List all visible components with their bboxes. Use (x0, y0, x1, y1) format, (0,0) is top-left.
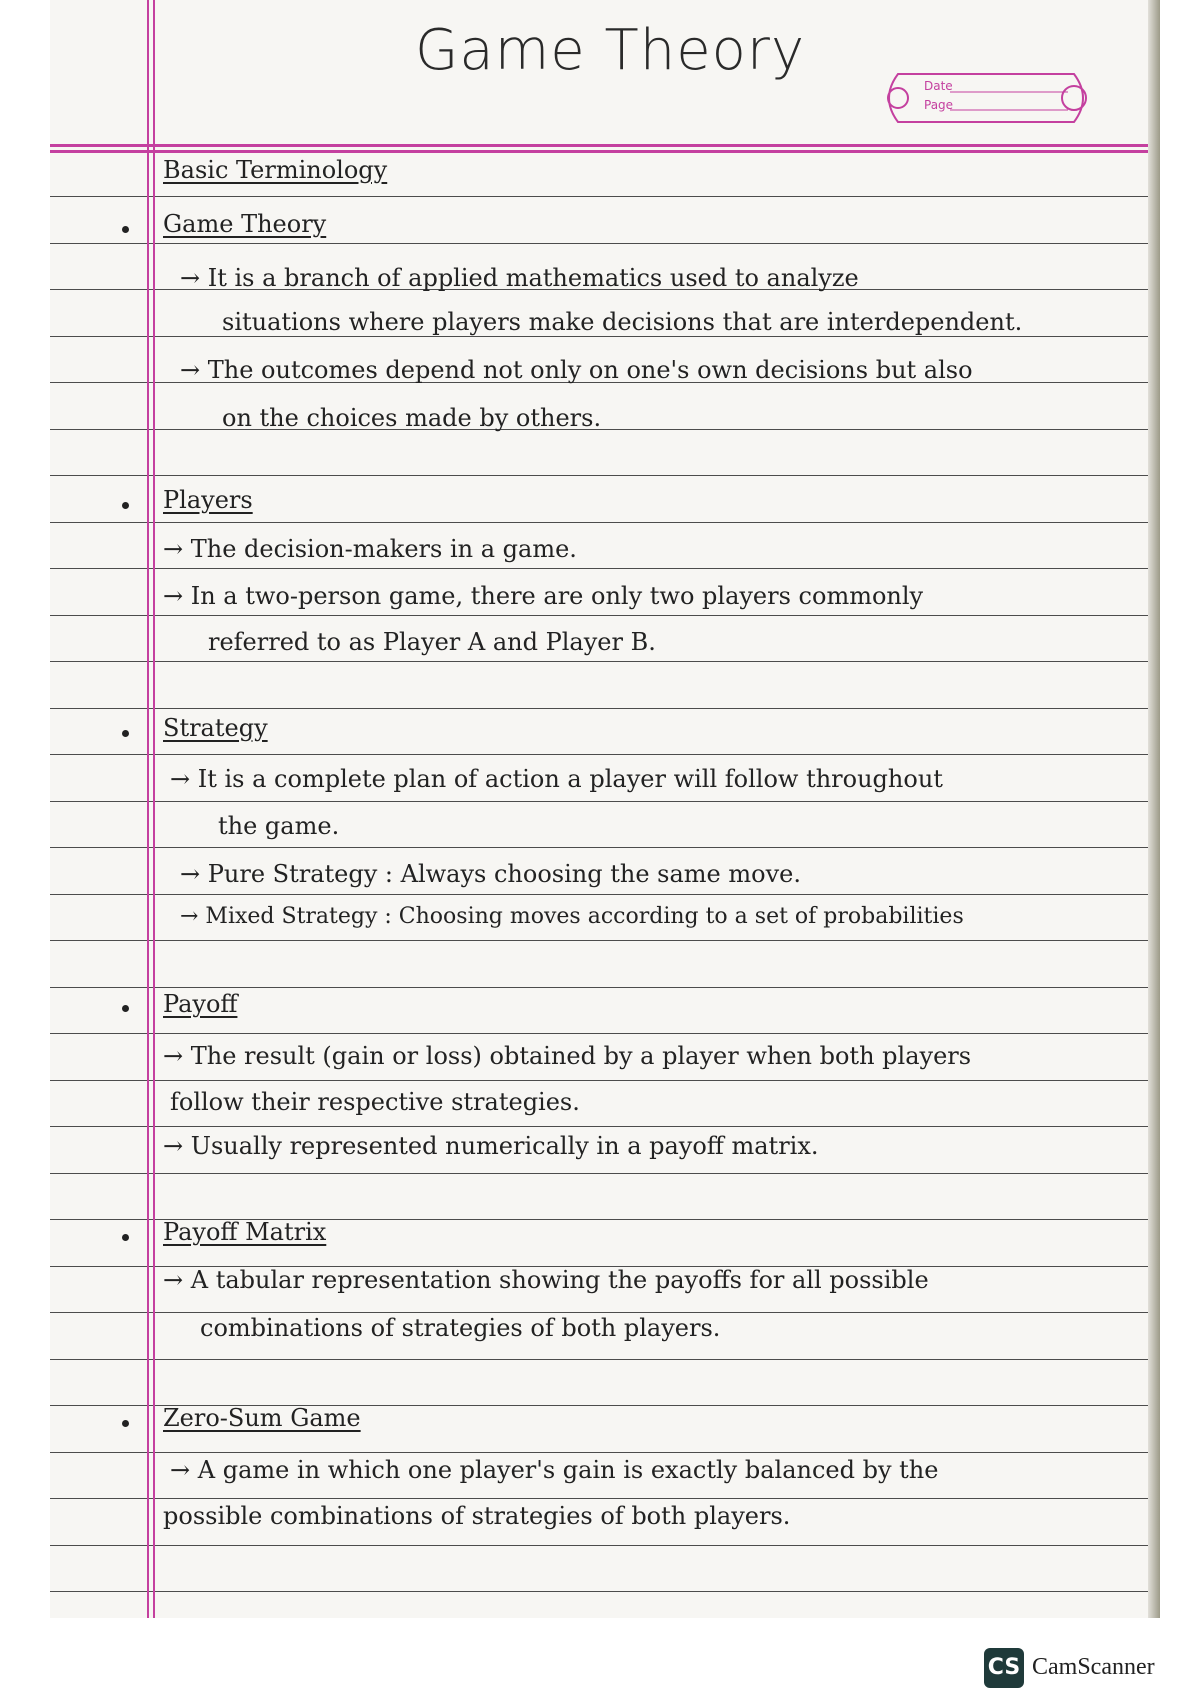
section-heading: Zero-Sum Game (163, 1404, 361, 1432)
page-label: Page (924, 98, 954, 112)
ruled-line (50, 1591, 1150, 1592)
note-line: → A tabular representation showing the payoffs for all possible (163, 1266, 929, 1294)
note-line: → A game in which one player's gain is exactly balanced by the (170, 1456, 939, 1484)
note-line: → The decision-makers in a game. (163, 535, 577, 563)
ruled-line (50, 1080, 1150, 1081)
ruled-line (50, 522, 1150, 523)
note-line: → The result (gain or loss) obtained by a player when both players (163, 1042, 972, 1070)
ruled-line (50, 708, 1150, 709)
section-heading: Payoff Matrix (163, 1218, 327, 1246)
bullet (122, 1005, 129, 1012)
section-heading: Basic Terminology (163, 156, 388, 184)
note-line: → Usually represented numerically in a payoff matrix. (163, 1132, 819, 1160)
ruled-line (50, 336, 1150, 337)
notebook-page (50, 0, 1150, 1618)
section-heading: Strategy (163, 714, 268, 742)
ruled-line (50, 801, 1150, 802)
margin-line-2 (153, 0, 155, 1618)
note-line: → Pure Strategy : Always choosing the same move. (180, 860, 801, 888)
page-title: Game Theory (415, 18, 806, 83)
ruled-line (50, 1452, 1150, 1453)
ruled-line (50, 243, 1150, 244)
note-line: situations where players make decisions that are interdependent. (222, 308, 1023, 336)
camscanner-watermark: CamScanner (1032, 1654, 1155, 1680)
ruled-line (50, 1033, 1150, 1034)
ruled-line (50, 568, 1150, 569)
note-line: on the choices made by others. (222, 404, 602, 432)
ruled-line (50, 1126, 1150, 1127)
ruled-line (50, 940, 1150, 941)
ruled-line (50, 196, 1150, 197)
section-heading: Payoff (163, 990, 238, 1018)
note-line: possible combinations of strategies of both players. (163, 1502, 791, 1530)
page-edge (1148, 0, 1160, 1618)
note-line: follow their respective strategies. (170, 1088, 580, 1116)
ruled-line (50, 1359, 1150, 1360)
bullet (122, 226, 129, 233)
header-rule-2 (50, 150, 1150, 153)
ruled-line (50, 754, 1150, 755)
ruled-line (50, 987, 1150, 988)
note-line: combinations of strategies of both players. (200, 1314, 721, 1342)
date-page-box (878, 64, 1094, 132)
header-rule (50, 144, 1150, 147)
note-line: → In a two-person game, there are only two players commonly (163, 582, 924, 610)
bullet (122, 1420, 129, 1427)
bullet (122, 730, 129, 737)
note-line: → It is a complete plan of action a player will follow throughout (170, 765, 943, 793)
bullet (122, 502, 129, 509)
ruled-line (50, 1498, 1150, 1499)
bullet (122, 1234, 129, 1241)
section-heading: Players (163, 486, 253, 514)
margin-line (147, 0, 149, 1618)
note-line: referred to as Player A and Player B. (208, 628, 656, 656)
ruled-line (50, 615, 1150, 616)
ruled-line (50, 661, 1150, 662)
note-line: → The outcomes depend not only on one's own decisions but also (180, 356, 973, 384)
ruled-line (50, 1545, 1150, 1546)
ruled-line (50, 894, 1150, 895)
note-line: the game. (218, 812, 340, 840)
ruled-line (50, 1312, 1150, 1313)
camscanner-logo-icon: CS (984, 1648, 1024, 1688)
ruled-line (50, 475, 1150, 476)
note-line: → It is a branch of applied mathematics used to analyze (180, 264, 859, 292)
section-heading: Game Theory (163, 210, 327, 238)
ruled-line (50, 1173, 1150, 1174)
ruled-line (50, 847, 1150, 848)
note-line: → Mixed Strategy : Choosing moves according to a set of probabilities (180, 904, 964, 929)
date-label: Date (924, 79, 953, 93)
